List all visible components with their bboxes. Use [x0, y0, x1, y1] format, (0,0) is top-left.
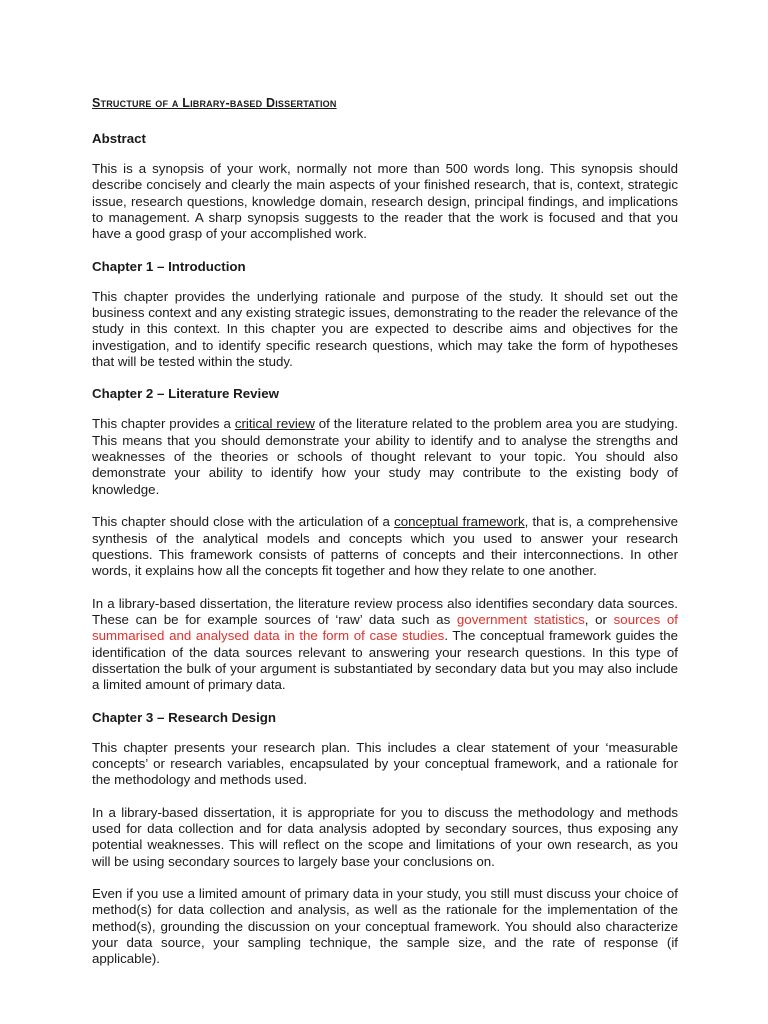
text-run: , that is, a comprehensive synthesis of the analytical models and concepts which you used to answer your research questions. This framework consists of patterns of concepts and their interconnections. In other words, it explains how all the concepts fit together and how they relate to one another.	[92, 514, 678, 579]
text-run: This chapter should close with the articulation of a	[92, 514, 395, 530]
conceptual-framework-term: conceptual framework	[394, 514, 525, 530]
government-statistics-highlight: government statistics	[456, 611, 585, 627]
text-run: , or	[584, 611, 614, 627]
chapter1-heading: Chapter 1 – Introduction	[92, 258, 246, 274]
chapter2-paragraph-3	[92, 596, 678, 694]
chapter1-paragraph: This chapter provides the underlying rationale and purpose of the study. It should set out the business context and any existing strategic issues, demonstrating to the reader the relevance of the study in this context. In this chapter you are expected to describe aims and objectives for the investigation, and to identify specific research questions, which may take the form of hypotheses that will be tested within the study.	[92, 288, 678, 370]
abstract-paragraph: This is a synopsis of your work, normally not more than 500 words long. This synopsis should describe concisely and clearly the main aspects of your finished research, that is, context, strategic issue, research questions, knowledge domain, research design, principal findings, and implications to management. A sharp synopsis suggests to the reader that the work is focused and that you have a good grasp of your accomplished work.	[92, 161, 678, 242]
chapter3-paragraph-1: This chapter presents your research plan. This includes a clear statement of your ‘measurable concepts’ or research variables, encapsulated by your conceptual framework, and a rationale for the methodology and methods used.	[92, 739, 678, 788]
text-run: This chapter provides a	[92, 416, 235, 432]
case-studies-highlight: sources of summarised and analysed data in the form of case studies	[92, 611, 678, 644]
chapter2-paragraph-1	[92, 416, 678, 498]
chapter2-paragraph-2	[92, 514, 678, 579]
critical-review-term: critical review	[234, 416, 315, 432]
abstract-heading: Abstract	[92, 131, 146, 146]
document-page	[92, 94, 678, 984]
text-run: . The conceptual framework guides the identification of the data sources relevant to answering your research questions. In this type of dissertation the bulk of your argument is substantiated by secondary data but you may also include a limited amount of primary data.	[92, 628, 679, 693]
text-run: of the literature related to the problem area you are studying. This means that you should demonstrate your ability to identify and to analyse the strengths and weaknesses of the theories or schools of thought relevant to your topic. You should also demonstrate your ability to identify how your study may contribute to the existing body of knowledge.	[92, 416, 679, 497]
chapter3-heading: Chapter 3 – Research Design	[92, 709, 277, 725]
chapter3-paragraph-3: Even if you use a limited amount of primary data in your study, you still must discuss your choice of method(s) for data collection and analysis, as well as the rationale for the implementation of the method(s), grounding the discussion on your conceptual framework. You should also characterize your data source, your sampling technique, the sample size, and the rate of response (if applicable).	[92, 886, 678, 967]
document-title: Structure of a Library-based Dissertation	[92, 96, 337, 110]
chapter3-paragraph-2: In a library-based dissertation, it is appropriate for you to discuss the methodology and methods used for data collection and for data analysis adopted by secondary sources, thus exposing any potential weaknesses. This will reflect on the scope and limitations of your own research, as you will be using secondary sources to largely base your conclusions on.	[92, 804, 678, 869]
text-run: In a library-based dissertation, the literature review process also identifies secondary data sources. These can be for example sources of ‘raw’ data such as	[92, 595, 678, 627]
chapter2-heading: Chapter 2 – Literature Review	[92, 386, 279, 402]
